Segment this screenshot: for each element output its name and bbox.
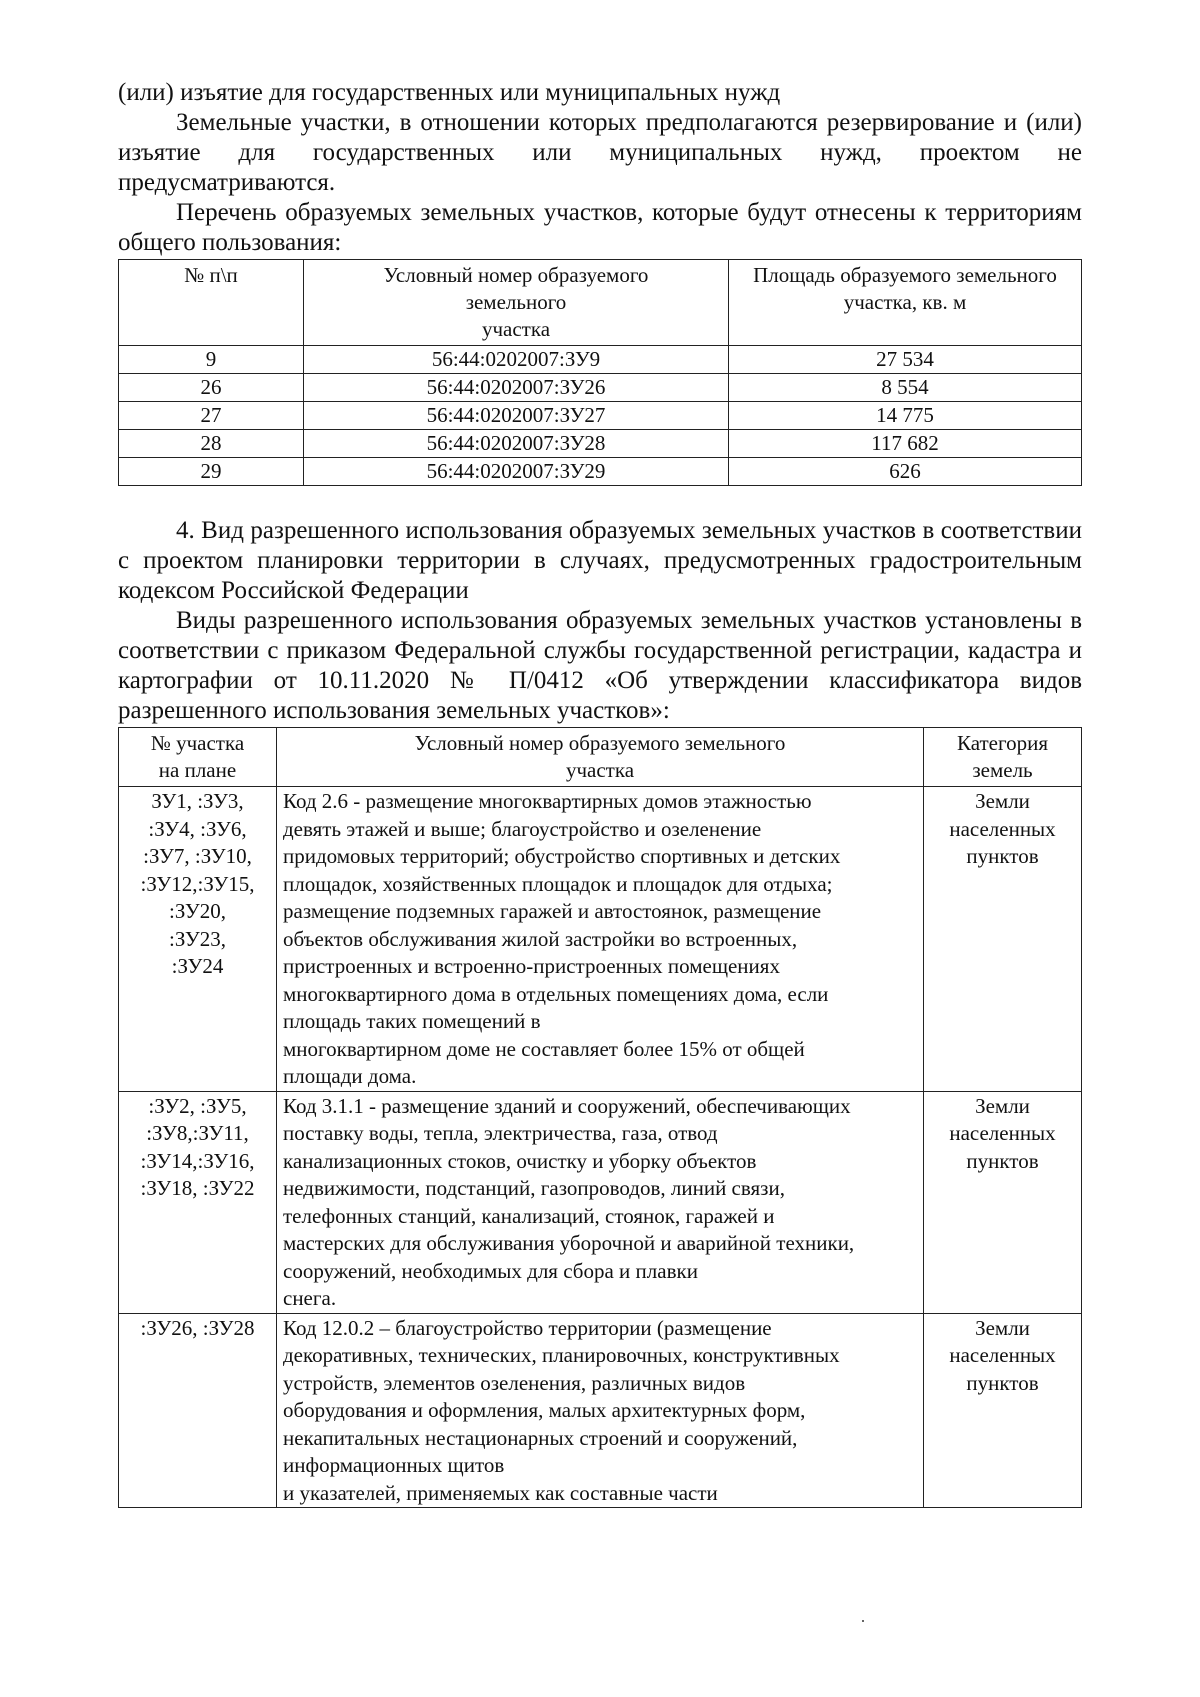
table-row — [119, 787, 1082, 1092]
table-row — [119, 458, 1082, 486]
cell-plot-id: 56:44:0202007:ЗУ26 — [304, 374, 729, 402]
description-line: многоквартирном доме не составляет более 15% от общей — [283, 1036, 805, 1061]
cell-plot-id: 56:44:0202007:ЗУ9 — [304, 346, 729, 374]
table-row — [119, 1313, 1082, 1508]
header-area — [729, 260, 1082, 346]
category-line: пунктов — [966, 1148, 1039, 1173]
cell-area: 27 534 — [729, 346, 1082, 374]
header-number: № п\п — [119, 260, 304, 346]
cell-number: 9 — [119, 346, 304, 374]
cell-area: 8 554 — [729, 374, 1082, 402]
cell-plots — [119, 1091, 277, 1313]
table-row — [119, 374, 1082, 402]
category-line: пунктов — [966, 844, 1039, 868]
header-line: земель — [972, 758, 1033, 782]
cell-category — [924, 1091, 1082, 1313]
header-line: земельного — [465, 290, 567, 314]
cell-category — [924, 787, 1082, 1092]
category-line: пунктов — [966, 1370, 1039, 1395]
header-line: на плане — [158, 758, 237, 782]
description-line: мастерских для обслуживания уборочной и аварийной техники, — [283, 1231, 855, 1255]
description-line: устройств, элементов озеленения, различных видов — [283, 1370, 746, 1395]
description-line: поставку воды, тепла, электричества, газа, отвод — [283, 1121, 718, 1145]
cell-description — [277, 787, 924, 1092]
description-line: пристроенных и встроенно-пристроенных помещениях — [283, 954, 780, 978]
description-line: многоквартирного дома в отдельных помещениях дома, если — [283, 981, 829, 1006]
header-line: Условный номер образуемого — [383, 263, 649, 287]
header-line: участка — [565, 758, 635, 782]
description-line: оборудования и оформления, малых архитектурных форм, — [283, 1398, 806, 1422]
cell-area: 626 — [729, 458, 1082, 486]
header-land-category — [924, 728, 1082, 787]
header-line: участка — [481, 317, 551, 341]
category-line: населенных — [949, 1121, 1056, 1145]
cell-category — [924, 1313, 1082, 1508]
plot-line: :ЗУ23, — [169, 926, 226, 951]
description-line: объектов обслуживания жилой застройки во встроенных, — [283, 926, 798, 951]
table-row — [119, 1091, 1082, 1313]
category-line: Земли — [975, 789, 1030, 813]
cell-plot-id: 56:44:0202007:ЗУ29 — [304, 458, 729, 486]
category-line: Земли — [975, 1315, 1030, 1340]
category-line: населенных — [949, 816, 1056, 841]
description-line: снега. — [283, 1286, 337, 1310]
cell-number: 26 — [119, 374, 304, 402]
plot-line: :ЗУ18, :ЗУ22 — [140, 1176, 255, 1200]
plot-line: :ЗУ24 — [171, 954, 224, 978]
plot-line: :ЗУ8,:ЗУ11, — [146, 1121, 249, 1145]
plot-line: :ЗУ14,:ЗУ16, — [140, 1148, 255, 1173]
description-line: размещение подземных гаражей и автостоянок, размещение — [283, 899, 822, 923]
public-use-plots-table — [118, 259, 1082, 486]
paragraph-list-intro: Перечень образуемых земельных участков, которые будут отнесены к территориям общего пользования: — [118, 199, 1082, 256]
description-line: площадок, хозяйственных площадок и площадок для отдыха; — [283, 871, 833, 896]
plot-line: ЗУ1, :ЗУ3, — [151, 789, 244, 813]
header-plot-on-plan — [119, 728, 277, 787]
description-line: и указателей, применяемых как составные части — [283, 1480, 718, 1505]
cell-number: 29 — [119, 458, 304, 486]
table-row — [119, 402, 1082, 430]
cell-plots — [119, 1313, 277, 1508]
table-header-row — [119, 728, 1082, 787]
cell-plot-id: 56:44:0202007:ЗУ28 — [304, 430, 729, 458]
header-line: Категория — [957, 731, 1048, 755]
table-row — [119, 430, 1082, 458]
intro-line: (или) изъятие для государственных или муниципальных нужд — [118, 79, 781, 106]
description-line: девять этажей и выше; благоустройство и озеленение — [283, 816, 762, 841]
plot-line: :ЗУ2, :ЗУ5, — [148, 1093, 247, 1118]
cell-plot-id: 56:44:0202007:ЗУ27 — [304, 402, 729, 430]
description-line: канализационных стоков, очистку и уборку объектов — [283, 1148, 757, 1173]
description-line: площадь таких помещений в — [283, 1009, 541, 1033]
description-line: придомовых территорий; обустройство спортивных и детских — [283, 844, 841, 868]
plot-line: :ЗУ20, — [169, 899, 226, 923]
description-line: Код 3.1.1 - размещение зданий и сооружений, обеспечивающих — [283, 1093, 851, 1118]
cell-description — [277, 1091, 924, 1313]
header-plot-id — [277, 728, 924, 787]
spacer — [118, 486, 1082, 516]
cell-number: 28 — [119, 430, 304, 458]
paragraph-permitted-use: Виды разрешенного использования образуемых земельных участков установлены в соответствии с приказом Федеральной службы государственной регистрации, кадастра и картографии от 10.11.2020 № П/0412 «Об утверждении классификатора видов разрешенного использования земельных участков»: — [118, 607, 1082, 724]
plot-line: :ЗУ4, :ЗУ6, — [148, 816, 247, 841]
table-row — [119, 346, 1082, 374]
header-line: Площадь образуемого земельного — [753, 263, 1057, 287]
description-line: некапитальных нестационарных строений и сооружений, — [283, 1425, 798, 1450]
cell-area: 14 775 — [729, 402, 1082, 430]
cell-description — [277, 1313, 924, 1508]
description-line: площади дома. — [283, 1064, 417, 1088]
permitted-use-table — [118, 727, 1082, 1508]
header-line: Условный номер образуемого земельного — [414, 731, 786, 755]
plot-line: :ЗУ7, :ЗУ10, — [143, 844, 252, 868]
paragraph-reserve: Земельные участки, в отношении которых предполагаются резервирование и (или) изъятие для государственных или муниципальных нужд, проектом не предусматриваются. — [118, 109, 1082, 196]
cell-plots — [119, 787, 277, 1092]
document-page — [118, 78, 1082, 1508]
description-line: информационных щитов — [283, 1453, 505, 1477]
header-line: № участка — [150, 731, 245, 755]
header-line: участка, кв. м — [843, 290, 967, 314]
description-line: Код 2.6 - размещение многоквартирных домов этажностью — [283, 789, 812, 813]
description-line: недвижимости, подстанций, газопроводов, линий связи, — [283, 1176, 785, 1200]
plot-line: :ЗУ12,:ЗУ15, — [140, 871, 255, 896]
header-plot-id — [304, 260, 729, 346]
description-line: телефонных станций, канализаций, стоянок, гаражей и — [283, 1203, 775, 1228]
scan-speck — [862, 1620, 864, 1622]
table-header-row — [119, 260, 1082, 346]
description-line: сооружений, необходимых для сбора и плавки — [283, 1258, 698, 1283]
description-line: Код 12.0.2 – благоустройство территории (размещение — [283, 1315, 772, 1340]
section-4-heading: 4. Вид разрешенного использования образуемых земельных участков в соответствии с проектом планировки территории в случаях, предусмотренных градостроительным кодексом Российской Федерации — [118, 517, 1082, 604]
cell-area: 117 682 — [729, 430, 1082, 458]
category-line: Земли — [975, 1093, 1030, 1118]
description-line: декоративных, технических, планировочных, конструктивных — [283, 1343, 840, 1367]
category-line: населенных — [949, 1343, 1056, 1367]
plot-line: :ЗУ26, :ЗУ28 — [140, 1315, 255, 1340]
cell-number: 27 — [119, 402, 304, 430]
